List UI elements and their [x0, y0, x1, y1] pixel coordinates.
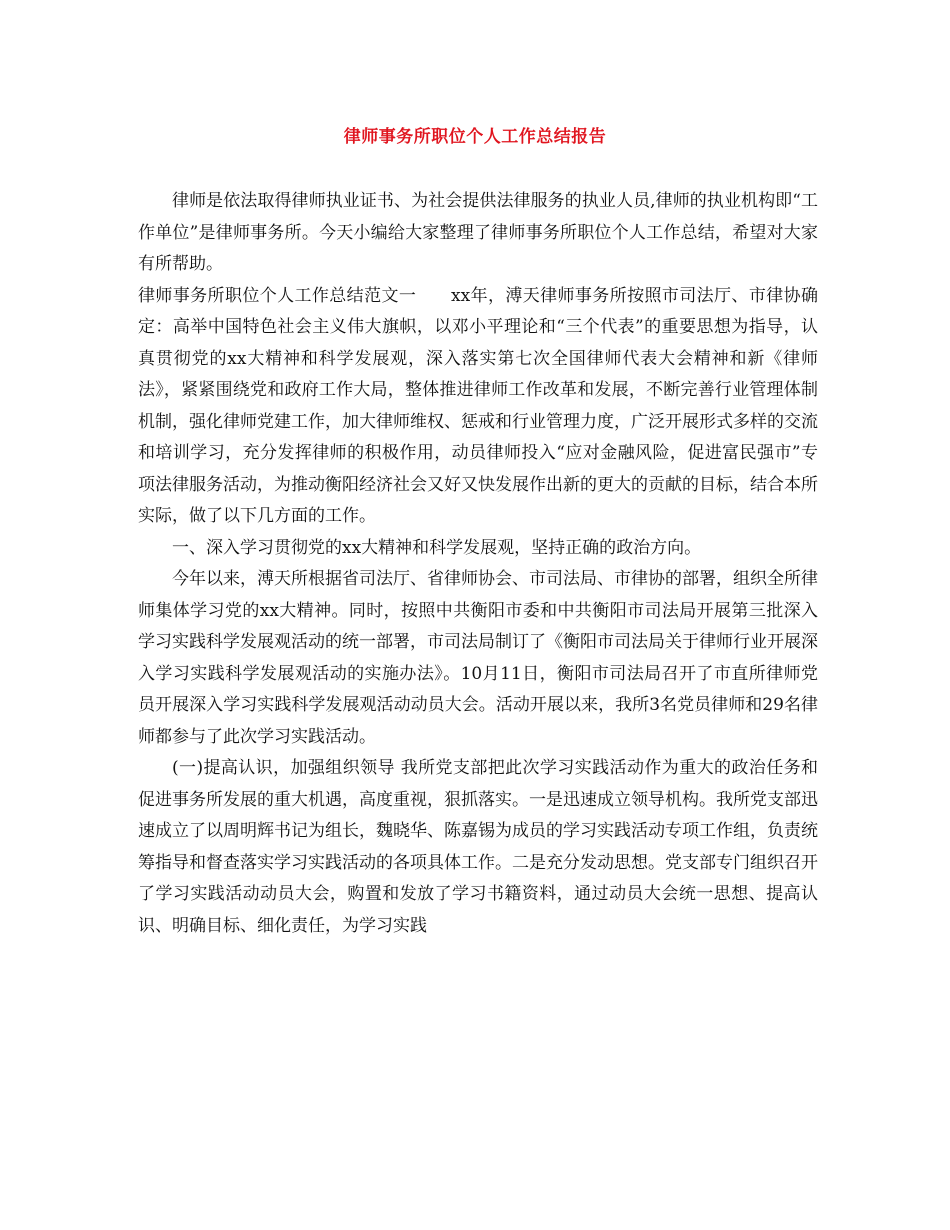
document-title: 律师事务所职位个人工作总结报告 [343, 127, 607, 147]
paragraph-study: 今年以来，溥天所根据省司法厅、省律师协会、市司法局、市律协的部署，组织全所律师集体学习党的xx大精神。同时，按照中共衡阳市委和中共衡阳市司法局开展第三批深入学习实践科学发展观活动的统一部署，市司法局制订了《衡阳市司法局关于律师行业开展深入学习实践科学发展观活动的实施办法》。10月11日，衡阳市司法局召开了市直所律师党员开展深入学习实践科学发展观活动动员大会。活动开展以来，我所3名党员律师和29名律师都参与了此次学习实践活动。 [138, 569, 818, 747]
document-body [138, 186, 818, 942]
paragraph-heading-one: 一、深入学习贯彻党的xx大精神和科学发展观，坚持正确的政治方向。 [172, 537, 702, 558]
paragraph-organization: (一)提高认识，加强组织领导 我所党支部把此次学习实践活动作为重大的政治任务和促进事务所发展的重大机遇，高度重视，狠抓落实。一是迅速成立领导机构。我所党支部迅速成立了以周明辉书记为组长，魏晓华、陈嘉锡为成员的学习实践活动专项工作组，负责统筹指导和督查落实学习实践活动的各项具体工作。二是充分发动思想。党支部专门组织召开了学习实践活动动员大会，购置和发放了学习书籍资料，通过动员大会统一思想、提高认识、明确目标、细化责任，为学习实践 [138, 758, 818, 936]
paragraph-intro: 律师是依法取得律师执业证书、为社会提供法律服务的执业人员,律师的执业机构即“工作单位”是律师事务所。今天小编给大家整理了律师事务所职位个人工作总结，希望对大家有所帮助。 [138, 191, 818, 274]
paragraph-sample-one: 律师事务所职位个人工作总结范文一 xx年，溥天律师事务所按照市司法厅、市律协确定：高举中国特色社会主义伟大旗帜，以邓小平理论和“三个代表”的重要思想为指导，认真贯彻党的xx大精神和科学发展观，深入落实第七次全国律师代表大会精神和新《律师法》，紧紧围绕党和政府工作大局，整体推进律师工作改革和发展，不断完善行业管理体制机制，强化律师党建工作，加大律师维权、惩戒和行业管理力度，广泛开展形式多样的交流和培训学习，充分发挥律师的积极作用，动员律师投入“应对金融风险，促进富民强市”专项法律服务活动，为推动衡阳经济社会又好又快发展作出新的更大的贡献的目标，结合本所实际，做了以下几方面的工作。 [138, 285, 818, 526]
